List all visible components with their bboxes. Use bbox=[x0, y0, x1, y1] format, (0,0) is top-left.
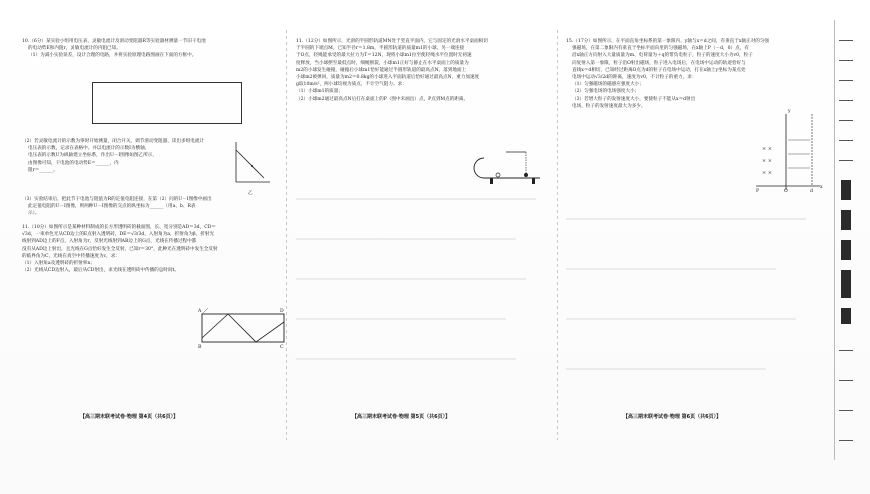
binding-tick bbox=[839, 410, 853, 411]
question-11-line: （2）光线从CD边射入，最后从CD射出，求光线在透明砖中传播的总时间t。 bbox=[22, 268, 179, 274]
question-12-line: 小球m2被弹回，质量为m2＝0.8kg的小球进入平面轨道后恰好通过最高点N，重力加速度 bbox=[296, 75, 480, 81]
axis-label-o: O bbox=[784, 189, 788, 194]
question-12-line: g取10m/s²，两小球均视为质点，不计空气阻力。求： bbox=[296, 82, 407, 88]
binding-block bbox=[841, 270, 851, 298]
question-11-line: 的临界角为C，光线在真空中传播速度为c，求： bbox=[22, 253, 120, 259]
svg-text:× ×: × × bbox=[762, 146, 772, 152]
page-footer: 【高三期末联考试卷·物理 第6页（共6页）】 bbox=[623, 414, 722, 420]
question-10-part2-line: 阻r＝______。 bbox=[28, 167, 58, 173]
binding-tick bbox=[839, 100, 853, 101]
question-13-line: 沿x轴正方向射入大量质量为m、电荷量为＋q的带负电粒子，粒子的速度大小为v0，粒子 bbox=[572, 53, 753, 59]
corner-label-c: C bbox=[280, 345, 284, 350]
binding-tick bbox=[839, 350, 853, 351]
question-11-line: √3d，一束单色光从CD边上的E点射入透明砖，DE＝√3/3d，入射角为a，折射角为β，折射光 bbox=[22, 232, 215, 238]
answer-space bbox=[566, 218, 806, 220]
circuit-drawing-box bbox=[92, 82, 242, 124]
question-10-part2-line: 由图像可知，干电池的电动势E＝______，内 bbox=[28, 160, 119, 166]
page-divider bbox=[557, 30, 558, 440]
corner-label-b: B bbox=[198, 345, 202, 350]
question-10-part3-line: 示）。 bbox=[28, 211, 40, 217]
question-12-line: 于O点，轻绳能承受的最大拉力为T＝12N，现将小球m1拉至使轻绳水平位置时无初速 bbox=[296, 53, 472, 59]
page-footer: 【高三期末联考试卷·物理 第5页（共6页）】 bbox=[352, 414, 451, 420]
binding-block bbox=[841, 308, 851, 324]
question-11-line: 线射到AD边上的F点，入射角为r，反射光线射到AB边上的G点，光线在传播过程中都 bbox=[22, 239, 197, 245]
answer-space bbox=[566, 268, 776, 270]
figure-label-yi: 乙 bbox=[248, 191, 253, 196]
svg-text:× ×: × × bbox=[762, 170, 772, 176]
axis-label-d: d bbox=[810, 189, 813, 194]
binding-tick bbox=[839, 160, 853, 161]
svg-text:× ×: × × bbox=[762, 158, 772, 164]
question-11-line: （1）入射角a及透明砖的折射率n； bbox=[22, 261, 95, 267]
question-13-line: 直线x＝d相切，已知经过距离O点为d的粒子在电场中运动，打在x轴上y坐标为某点处 bbox=[572, 67, 746, 73]
question-13-line: （1）匀强磁场的磁感应强度大小； bbox=[572, 82, 644, 88]
question-13-line: 向复射入第一象限，粒子沿O射出磁场，粒子进入电场后，在电场中运动的轨迹恰好与 bbox=[572, 60, 746, 66]
question-13-line: 电场，粒子的发射速度最大为多少。 bbox=[572, 103, 646, 109]
corner-label-d: D bbox=[280, 309, 284, 314]
answer-space bbox=[296, 238, 516, 240]
answer-space bbox=[296, 198, 536, 200]
question-13-line: 15.（17分）如图所示，在平面直角坐标系的第一象限内，y轴与x＝d之间，有垂直于x轴正对的匀强 bbox=[566, 39, 770, 44]
axis-label-y: y bbox=[788, 109, 791, 114]
question-10-part2-line: （2）若灵敏电流计的示数为零时开始测量，闭合开关，调节滑动变阻器，读出多组电流计 bbox=[22, 139, 205, 144]
question-13-line: （2）匀强电场的电场强度大小； bbox=[572, 89, 640, 95]
question-13-line: 强磁场，在第二象限内有垂直于坐标平面向里的匀强磁场，在x轴上P（－d，0）点，有 bbox=[572, 46, 749, 52]
question-10-line: （1）为减小实验误差，设计合理的电路，并将实验原理电路图画在下面的方框中。 bbox=[28, 53, 197, 59]
answer-space bbox=[296, 358, 516, 360]
question-12-line: 度释放，当小球摆至最低点时，细绳断裂，小球m1正好与静止在水平桌面上的质量为 bbox=[296, 60, 469, 66]
answer-space bbox=[296, 318, 506, 320]
magnetic-field-figure bbox=[752, 110, 822, 196]
question-10-line: 10.（6分）某实验小组用电压表、灵敏电流计及滑动变阻器R等实验器材测量一节旧干电池 bbox=[22, 39, 206, 44]
exam-page-5 bbox=[296, 38, 550, 430]
question-12-line: 于半圆的下端点M，已知半径r＝1.8m，半圆形轨道的质量m1的小球，另一端连接 bbox=[296, 46, 465, 52]
question-10-line: 的电动势E和内阻r，灵敏电流计的内阻已知。 bbox=[28, 46, 121, 52]
glass-brick-figure bbox=[198, 308, 288, 348]
axis-label-x: x bbox=[820, 185, 823, 190]
question-12-line: （1）小球m1的质量； bbox=[296, 89, 343, 95]
question-10-part3-line: （3）实验结束后，把此节干电池与阻值为R的定值电阻连接，在第（2）问的U－I图像中画出 bbox=[22, 197, 212, 202]
question-12-line: m2的小球发生碰撞，碰撞后小球m1恰好能通过半圆形轨道的最高点N，落到地面上 bbox=[296, 67, 467, 73]
binding-block bbox=[841, 210, 851, 230]
question-12-line: （2）小球m2通过最高点N后打在桌面上的P（图中未画出）点，P点到M点的距离。 bbox=[296, 96, 469, 102]
binding-tick bbox=[839, 140, 853, 141]
binding-strip bbox=[834, 20, 856, 460]
question-11-line: 没有从AD边上射出，且光线在G点恰好发生全反射。已知r＝30°，此种光在透明砖中发生全反射 bbox=[22, 246, 218, 252]
question-12-line: 11.（12分）如图所示，光滑的半圆形轨道MN处于竖直平面内，它与固定的光滑水平桌面相切 bbox=[296, 39, 488, 44]
binding-tick bbox=[839, 380, 853, 381]
question-10-part2-line: 电压表的示数，记录在表格中。并以电流计的示数I为横轴、 bbox=[28, 146, 150, 152]
page-footer: 【高三期末联考试卷·物理 第4页（共6页）】 bbox=[80, 414, 179, 420]
answer-space bbox=[296, 278, 526, 280]
exam-page-6 bbox=[566, 38, 828, 430]
binding-tick bbox=[839, 80, 853, 81]
question-10-part2-line: 电压表的示数U为纵轴建立坐标系，作出U－I图像如图乙所示， bbox=[28, 153, 157, 159]
binding-block bbox=[841, 240, 851, 260]
answer-space bbox=[566, 318, 796, 320]
binding-tick bbox=[839, 40, 853, 41]
question-10-part3-line: 此定值电阻的U－I图像，则两种U－I图像的交点的纵坐标为______（用a、b、R表 bbox=[28, 204, 196, 210]
binding-tick bbox=[839, 440, 853, 441]
binding-tick bbox=[839, 60, 853, 61]
question-13-line: 电场中运动√3/2d的距离，速度为v0，不计粒子的重力，求： bbox=[572, 75, 697, 81]
binding-tick bbox=[839, 120, 853, 121]
semicircle-track-figure bbox=[476, 138, 546, 186]
corner-label-a: A bbox=[198, 309, 202, 314]
question-11-line: 11.（10分）如图所示是某种材料制成的长方形透明砖的截面图，长、宽分别是AD＝3d，CD＝ bbox=[22, 225, 216, 230]
u-i-graph-figure bbox=[230, 138, 272, 188]
question-13-line: （3）若增大粒子的发射速度大小，要使粒子不能从x＝d射出 bbox=[572, 96, 696, 102]
exam-page-4 bbox=[22, 38, 284, 430]
page-divider bbox=[286, 30, 287, 440]
answer-space bbox=[566, 368, 766, 370]
binding-block bbox=[841, 180, 851, 200]
axis-label-p: P bbox=[756, 189, 760, 194]
